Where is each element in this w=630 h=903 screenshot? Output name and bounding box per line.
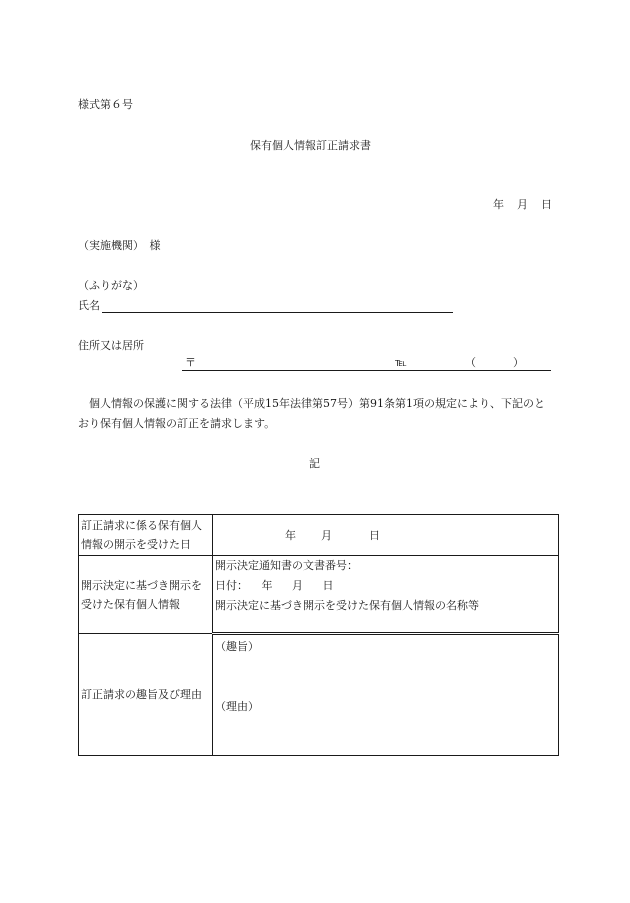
name-label: 氏名 bbox=[78, 299, 100, 312]
disclosure-year-label: 年 bbox=[285, 529, 296, 542]
furigana-label: （ふりがな） bbox=[78, 279, 144, 292]
disclosure-date-value-cell[interactable] bbox=[213, 515, 559, 556]
form-number: 様式第６号 bbox=[78, 98, 133, 111]
notice-year-label: 年 bbox=[261, 579, 273, 592]
addressee: （実施機関） 様 bbox=[78, 239, 161, 252]
tel-paren-close: ） bbox=[513, 356, 524, 369]
disclosed-info-value-cell[interactable] bbox=[213, 556, 559, 634]
disclosure-date-label-cell bbox=[79, 515, 213, 556]
notice-day-label: 日 bbox=[322, 579, 334, 592]
ki-heading: 記 bbox=[309, 457, 320, 470]
tel-mark: ℡ bbox=[395, 356, 407, 369]
purpose-reason-label: 訂正請求の趣旨及び理由 bbox=[81, 688, 202, 701]
reason-label: （理由） bbox=[215, 700, 259, 713]
address-label: 住所又は居所 bbox=[78, 339, 144, 352]
tel-paren-open: （ bbox=[465, 356, 476, 369]
body-text-line-1: 個人情報の保護に関する法律（平成15年法律第57号）第91条第1項の規定により、下記のと bbox=[78, 397, 545, 410]
disclosed-info-label-cell bbox=[79, 556, 213, 634]
purpose-label: （趣旨） bbox=[215, 640, 259, 653]
date-month-label: 月 bbox=[517, 198, 528, 211]
name-field-line[interactable] bbox=[102, 312, 453, 313]
disclosure-month-label: 月 bbox=[321, 529, 332, 542]
purpose-reason-label-cell bbox=[79, 634, 213, 756]
table-row bbox=[79, 634, 559, 756]
date-day-label: 日 bbox=[541, 198, 552, 211]
purpose-reason-value-cell[interactable] bbox=[213, 634, 559, 756]
disclosure-day-label: 日 bbox=[369, 529, 380, 542]
notice-date-label: 日付： bbox=[215, 579, 248, 592]
table-row bbox=[79, 515, 559, 556]
notice-date-line bbox=[215, 576, 334, 595]
body-text-line-2: おり保有個人情報の訂正を請求します。 bbox=[78, 417, 276, 430]
disclosed-info-label-line-1: 開示決定に基づき開示を bbox=[81, 578, 202, 592]
notice-month-label: 月 bbox=[292, 579, 303, 592]
disclosed-info-name-label: 開示決定に基づき開示を受けた保有個人情報の名称等 bbox=[215, 599, 479, 612]
table-row bbox=[79, 556, 559, 634]
postal-mark: 〒 bbox=[185, 356, 196, 369]
notice-document-number-label: 開示決定通知書の文書番号： bbox=[215, 559, 358, 572]
request-table bbox=[78, 514, 559, 756]
disclosed-info-label-line-2: 受けた保有個人情報 bbox=[81, 597, 180, 611]
page-title: 保有個人情報訂正請求書 bbox=[250, 139, 371, 152]
disclosure-date-label-line-2: 情報の開示を受けた日 bbox=[81, 538, 191, 551]
address-field-line[interactable] bbox=[182, 370, 551, 371]
disclosure-date-label-line-1: 訂正請求に係る保有個人 bbox=[81, 519, 202, 532]
date-year-label: 年 bbox=[493, 198, 504, 211]
